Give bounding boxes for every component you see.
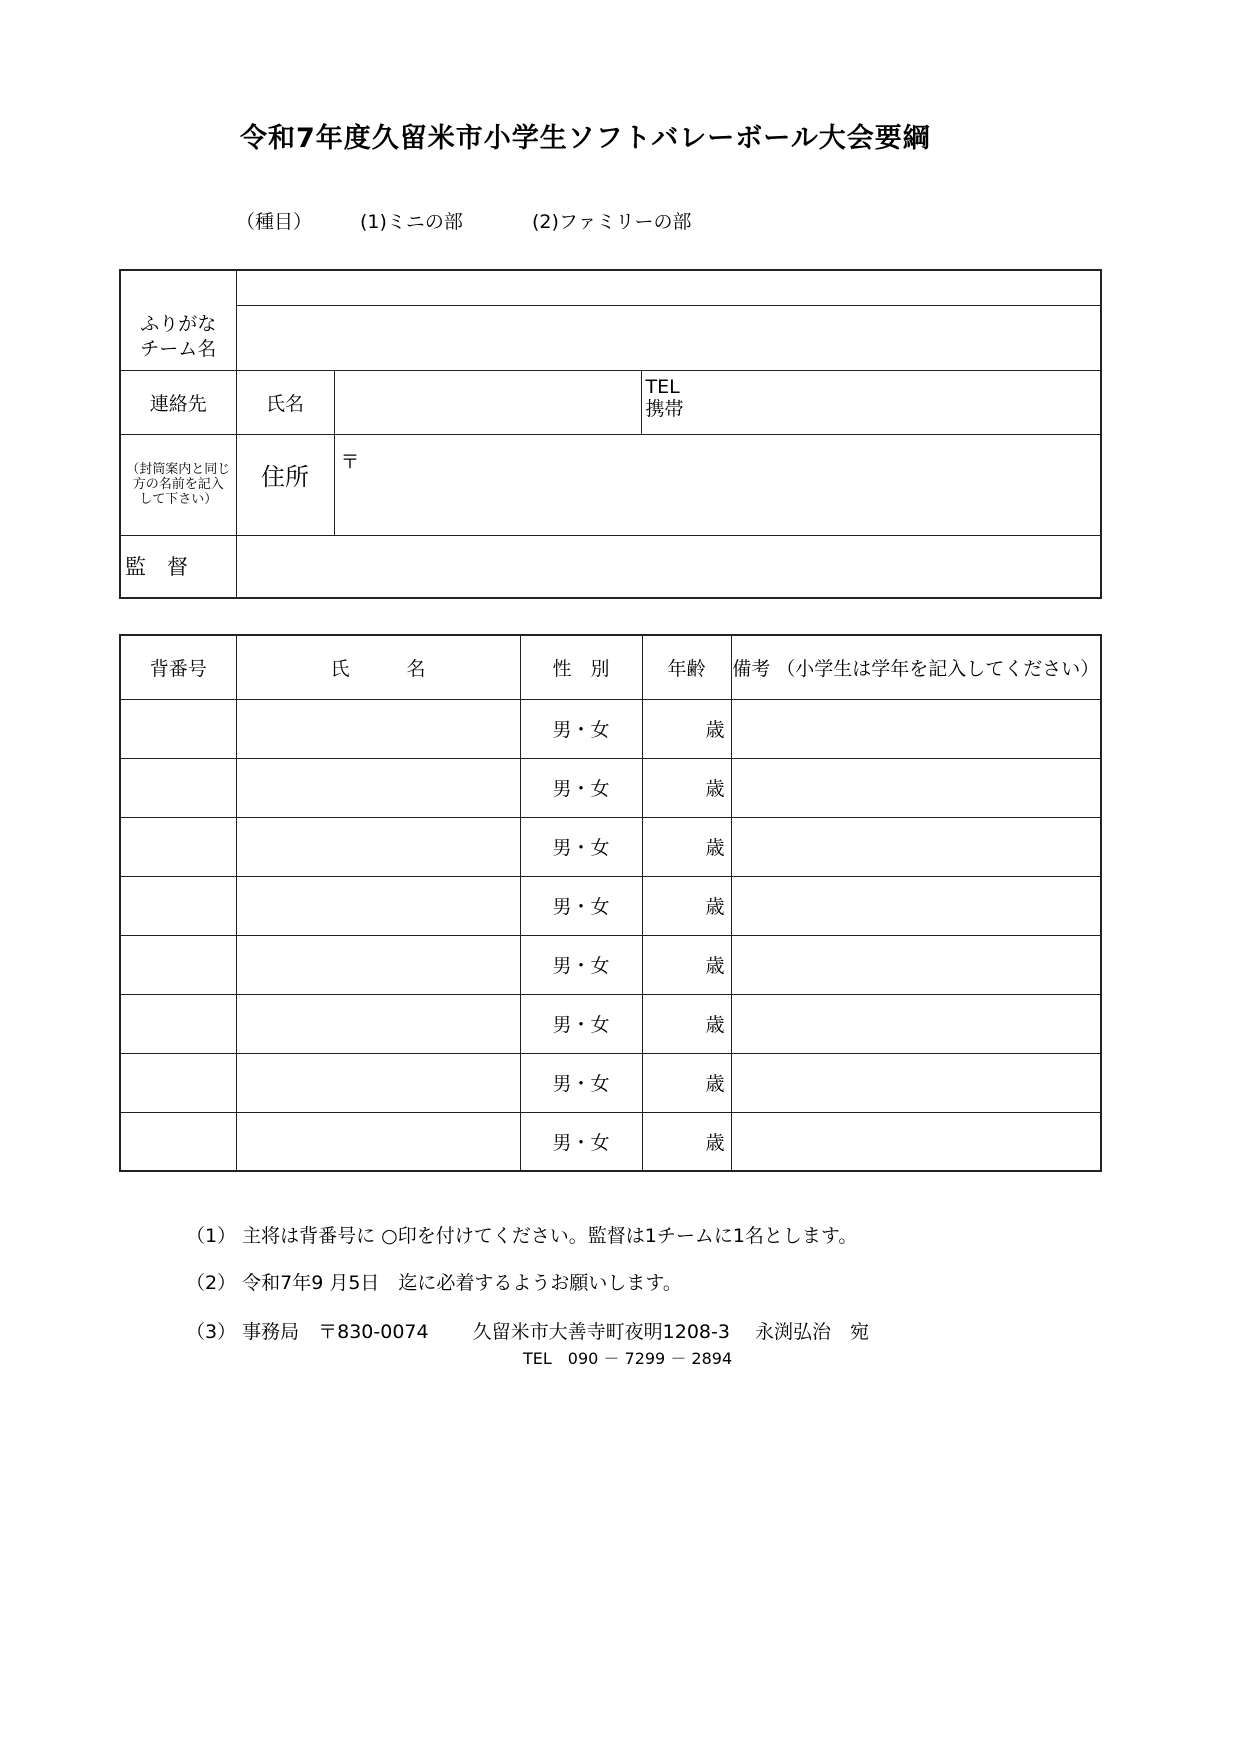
gender-select[interactable]: 男・女	[520, 935, 642, 994]
age-input[interactable]: 歳	[642, 935, 731, 994]
coach-label: 監 督	[120, 535, 236, 598]
remarks-input[interactable]	[731, 758, 1101, 817]
player-name-input[interactable]	[236, 758, 520, 817]
remarks-input[interactable]	[731, 876, 1101, 935]
gender-select[interactable]: 男・女	[520, 699, 642, 758]
age-input[interactable]: 歳	[642, 994, 731, 1053]
header-number: 背番号	[120, 635, 236, 699]
remarks-input[interactable]	[731, 935, 1101, 994]
player-name-input[interactable]	[236, 1053, 520, 1112]
number-input[interactable]	[120, 699, 236, 758]
address-label: 住所	[236, 434, 334, 535]
category-label: （種目）	[236, 211, 313, 233]
table-row	[120, 1053, 1101, 1112]
category-family: (2)ファミリーの部	[532, 211, 692, 233]
category-mini: (1)ミニの部	[360, 211, 463, 233]
mobile-label: 携帯	[645, 397, 684, 420]
contact-name-input[interactable]	[334, 370, 641, 434]
roster-table	[119, 634, 1102, 1172]
remarks-input[interactable]	[731, 817, 1101, 876]
team-name-label: チーム名	[140, 337, 217, 360]
table-row	[120, 876, 1101, 935]
number-input[interactable]	[120, 817, 236, 876]
address-input[interactable]	[334, 434, 1101, 535]
age-input[interactable]: 歳	[642, 1053, 731, 1112]
number-input[interactable]	[120, 1112, 236, 1171]
gender-select[interactable]: 男・女	[520, 876, 642, 935]
address-note-line: して下さい）	[139, 492, 218, 507]
furigana-input[interactable]	[236, 270, 1101, 305]
table-row	[120, 817, 1101, 876]
team-info-table	[119, 269, 1102, 599]
table-row	[120, 994, 1101, 1053]
gender-select[interactable]: 男・女	[520, 1112, 642, 1171]
number-input[interactable]	[120, 935, 236, 994]
coach-input[interactable]	[236, 535, 1101, 598]
player-name-input[interactable]	[236, 699, 520, 758]
postal-mark: 〒	[340, 450, 360, 473]
table-row	[120, 935, 1101, 994]
address-note-line: 方の名前を記入	[132, 477, 224, 492]
number-input[interactable]	[120, 994, 236, 1053]
remarks-input[interactable]	[731, 1053, 1101, 1112]
gender-select[interactable]: 男・女	[520, 994, 642, 1053]
note-3: （3） 事務局 〒830-0074 久留米市大善寺町夜明1208-3 永渕弘治 宛	[186, 1321, 869, 1343]
contact-tel: TEL 090 － 7299 － 2894	[523, 1349, 733, 1368]
player-name-input[interactable]	[236, 935, 520, 994]
table-row	[120, 1112, 1101, 1171]
player-name-input[interactable]	[236, 1112, 520, 1171]
header-age: 年齢	[642, 635, 731, 699]
table-row	[120, 758, 1101, 817]
address-note-line: （封筒案内と同じ	[126, 462, 231, 477]
remarks-input[interactable]	[731, 699, 1101, 758]
gender-select[interactable]: 男・女	[520, 758, 642, 817]
player-name-input[interactable]	[236, 817, 520, 876]
age-input[interactable]: 歳	[642, 876, 731, 935]
team-name-label-cell	[120, 270, 236, 370]
age-input[interactable]: 歳	[642, 758, 731, 817]
age-input[interactable]: 歳	[642, 699, 731, 758]
number-input[interactable]	[120, 876, 236, 935]
page-title: 令和7年度久留米市小学生ソフトバレーボール大会要綱	[240, 123, 931, 154]
number-input[interactable]	[120, 758, 236, 817]
furigana-label: ふりがな	[140, 312, 217, 335]
team-name-input[interactable]	[236, 305, 1101, 370]
note-1: （1） 主将は背番号に ○印を付けてください。監督は1チームに1名とします。	[186, 1225, 858, 1247]
address-note	[120, 434, 236, 535]
number-input[interactable]	[120, 1053, 236, 1112]
note-2: （2） 令和7年9 月5日 迄に必着するようお願いします。	[186, 1272, 682, 1294]
contact-label: 連絡先	[120, 370, 236, 434]
gender-select[interactable]: 男・女	[520, 817, 642, 876]
gender-select[interactable]: 男・女	[520, 1053, 642, 1112]
table-row	[120, 699, 1101, 758]
header-name: 氏 名	[236, 635, 520, 699]
age-input[interactable]: 歳	[642, 817, 731, 876]
remarks-input[interactable]	[731, 994, 1101, 1053]
age-input[interactable]: 歳	[642, 1112, 731, 1171]
phone-input[interactable]	[641, 370, 1101, 434]
remarks-input[interactable]	[731, 1112, 1101, 1171]
tel-label: TEL	[645, 375, 680, 398]
player-name-input[interactable]	[236, 994, 520, 1053]
header-remarks: 備考 （小学生は学年を記入してください）	[731, 635, 1101, 699]
roster-header-row	[120, 635, 1101, 699]
contact-name-label: 氏名	[236, 370, 334, 434]
header-gender: 性 別	[520, 635, 642, 699]
player-name-input[interactable]	[236, 876, 520, 935]
